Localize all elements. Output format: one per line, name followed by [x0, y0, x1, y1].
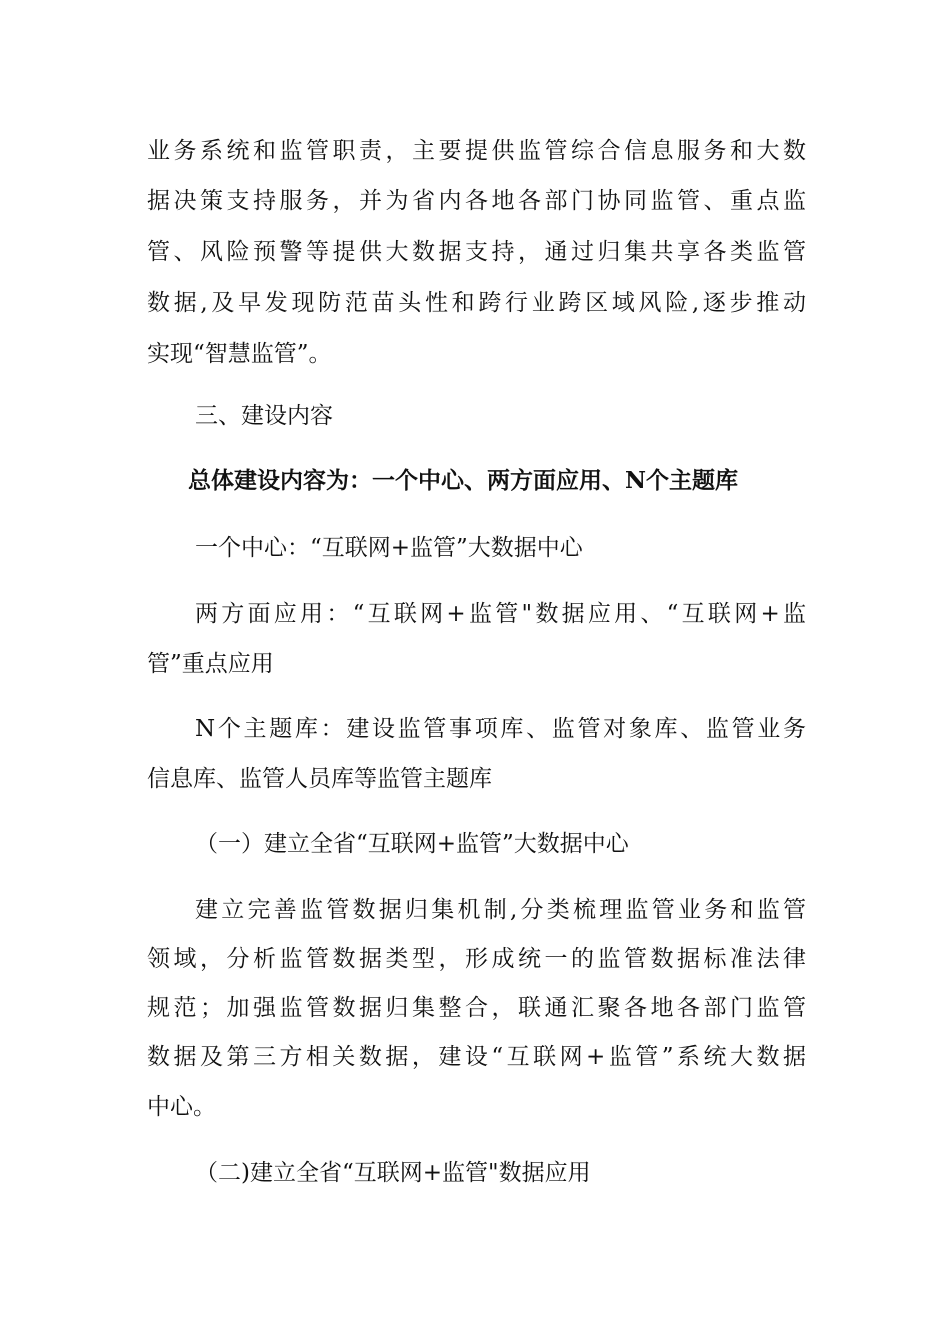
item-applications-line-2: 管”重点应用	[147, 651, 274, 677]
item-libraries-line-2: 信息库、监管人员库等监管主题库	[147, 766, 492, 792]
subsection-2-heading: （二)建立全省“互联网+监管"数据应用	[195, 1160, 591, 1186]
paragraph-1-line-4: 数据及第三方相关数据，建设“互联网+监管”系统大数据	[147, 1044, 806, 1070]
intro-line-5: 实现“智慧监管”。	[147, 341, 332, 367]
intro-line-3: 管、风险预警等提供大数据支持，通过归集共享各类监管	[147, 239, 806, 265]
paragraph-1-line-2: 领域，分析监管数据类型，形成统一的监管数据标准法律	[147, 946, 806, 972]
paragraph-1-line-5: 中心。	[147, 1094, 216, 1120]
intro-line-1: 业务系统和监管职责，主要提供监管综合信息服务和大数	[147, 138, 806, 164]
item-applications-line-1: 两方面应用：“互联网+监管"数据应用、“互联网+监	[195, 601, 806, 627]
paragraph-1-line-3: 规范；加强监管数据归集整合，联通汇聚各地各部门监管	[147, 995, 806, 1021]
section-heading: 三、建设内容	[195, 403, 333, 429]
overall-summary: 总体建设内容为：一个中心、两方面应用、N个主题库	[188, 467, 739, 494]
item-center: 一个中心：“互联网+监管”大数据中心	[195, 535, 583, 561]
intro-line-4: 数据,及早发现防范苗头性和跨行业跨区域风险,逐步推动	[147, 290, 806, 316]
subsection-1-heading: （一）建立全省“互联网+监管”大数据中心	[195, 831, 629, 857]
item-libraries-line-1: N个主题库：建设监管事项库、监管对象库、监管业务	[195, 716, 806, 742]
intro-line-2: 据决策支持服务，并为省内各地各部门协同监管、重点监	[147, 188, 806, 214]
paragraph-1-line-1: 建立完善监管数据归集机制,分类梳理监管业务和监管	[195, 897, 806, 923]
